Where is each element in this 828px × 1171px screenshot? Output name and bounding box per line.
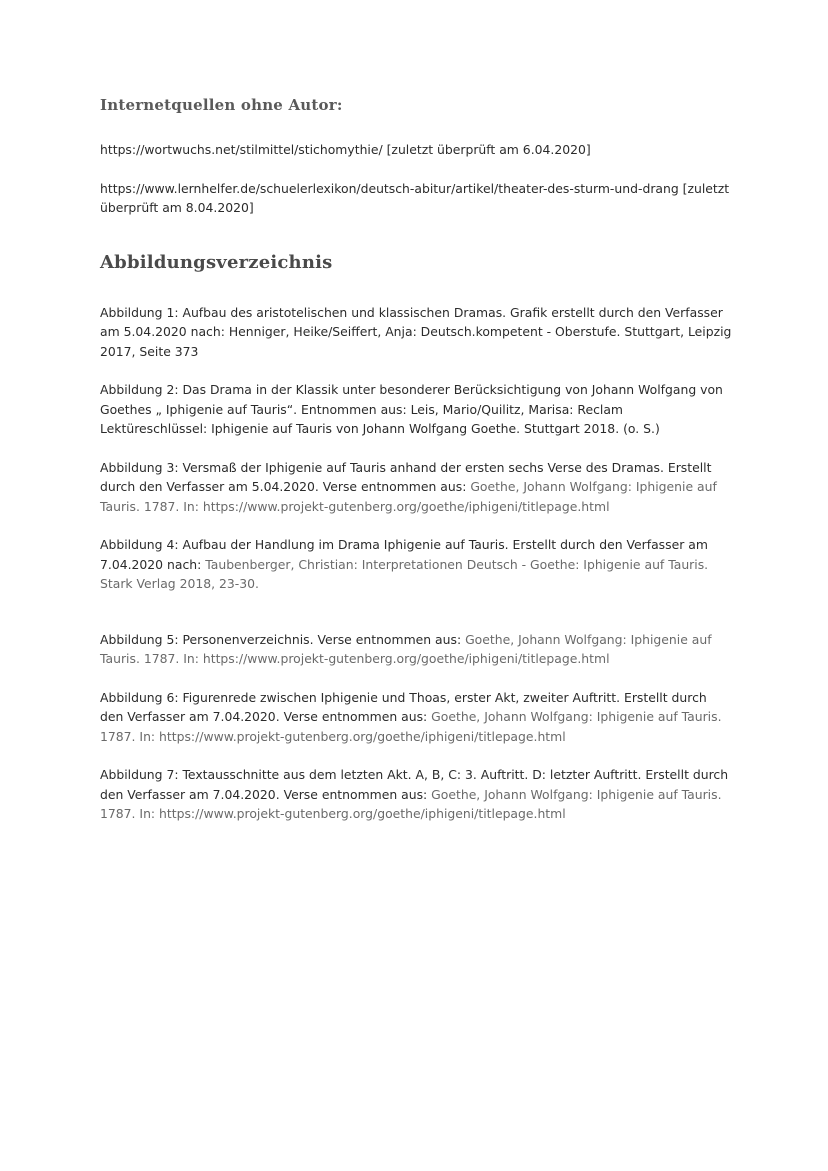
internet-source-2: https://www.lernhelfer.de/schuelerlexikon/deutsch-abitur/artikel/theater-des-sturm-und-drang [zuletzt überprüft am 8.04.2020] [100, 180, 730, 215]
figure-entry-5-text: Abbildung 5: Personenverzeichnis. Verse entnommen aus: [100, 631, 466, 647]
figure-entry-2 [100, 380, 732, 439]
figure-entry-4 [100, 535, 732, 594]
figure-entry-7 [100, 765, 732, 824]
figure-entry-6 [100, 688, 732, 747]
internet-sources-heading: Internetquellen ohne Autor: [100, 96, 343, 114]
figure-entry-3-text: Abbildung 3: Versmaß der Iphigenie auf Tauris anhand der ersten sechs Verse des Dramas. Erstellt durch den Verfasser am 5.04.2020. Verse entnommen aus: [100, 459, 712, 494]
figure-entry-6-text: Abbildung 6: Figurenrede zwischen Iphigenie und Thoas, erster Akt, zweiter Auftritt. Erstellt durch den Verfasser am 7.04.2020. Verse entnommen aus: [100, 689, 707, 724]
figure-entry-3-source: Goethe, Johann Wolfgang: Iphigenie auf Tauris. 1787. In: https://www.projekt-gutenberg.org/goethe/iphigeni/titlepage.html [100, 479, 717, 514]
figure-entry-4-text: Abbildung 4: Aufbau der Handlung im Drama Iphigenie auf Tauris. Erstellt durch den Verfasser am 7.04.2020 nach: [100, 537, 708, 572]
figure-entry-3 [100, 458, 732, 517]
figure-entry-5-source: Goethe, Johann Wolfgang: Iphigenie auf Tauris. 1787. In: https://www.projekt-gutenberg.org/goethe/iphigeni/titlepage.html [100, 631, 712, 666]
figure-entry-6-source: Goethe, Johann Wolfgang: Iphigenie auf Tauris. 1787. In: https://www.projekt-gutenberg.org/goethe/iphigeni/titlepage.html [100, 709, 722, 744]
internet-source-1: https://wortwuchs.net/stilmittel/stichomythie/ [zuletzt überprüft am 6.04.2020] [100, 142, 591, 157]
figure-entry-5 [100, 630, 732, 669]
figures-index-heading: Abbildungsverzeichnis [100, 251, 333, 273]
figure-entry-1-text: Abbildung 1: Aufbau des aristotelischen und klassischen Dramas. Grafik erstellt durch den Verfasser am 5.04.2020 nach: Henniger, Heike/Seiffert, Anja: Deutsch.kompetent - Oberstufe. Stuttgart, Leipzig 2017, Seite 373 [100, 304, 732, 359]
figure-entry-7-text: Abbildung 7: Textausschnitte aus dem letzten Akt. A, B, C: 3. Auftritt. D: letzter Auftritt. Erstellt durch den Verfasser am 7.04.2020. Verse entnommen aus: [100, 767, 729, 802]
document-page [100, 96, 732, 843]
figure-entry-4-source: Taubenberger, Christian: Interpretationen Deutsch - Goethe: Iphigenie auf Tauris. Stark Verlag 2018, 23-30. [100, 556, 709, 591]
figure-entry-2-text: Abbildung 2: Das Drama in der Klassik unter besonderer Berücksichtigung von Johann Wolfgang von Goethes „ Iphigenie auf Tauris“. Entnommen aus: Leis, Mario/Quilitz, Marisa: Reclam Lektüreschlüssel: Iphigenie auf Tauris von Johann Wolfgang Goethe. Stuttgart 2018. (o. S.) [100, 382, 723, 436]
figure-entry-7-source: Goethe, Johann Wolfgang: Iphigenie auf Tauris. 1787. In: https://www.projekt-gutenberg.org/goethe/iphigeni/titlepage.html [100, 786, 722, 821]
figure-entry-1 [100, 303, 732, 362]
